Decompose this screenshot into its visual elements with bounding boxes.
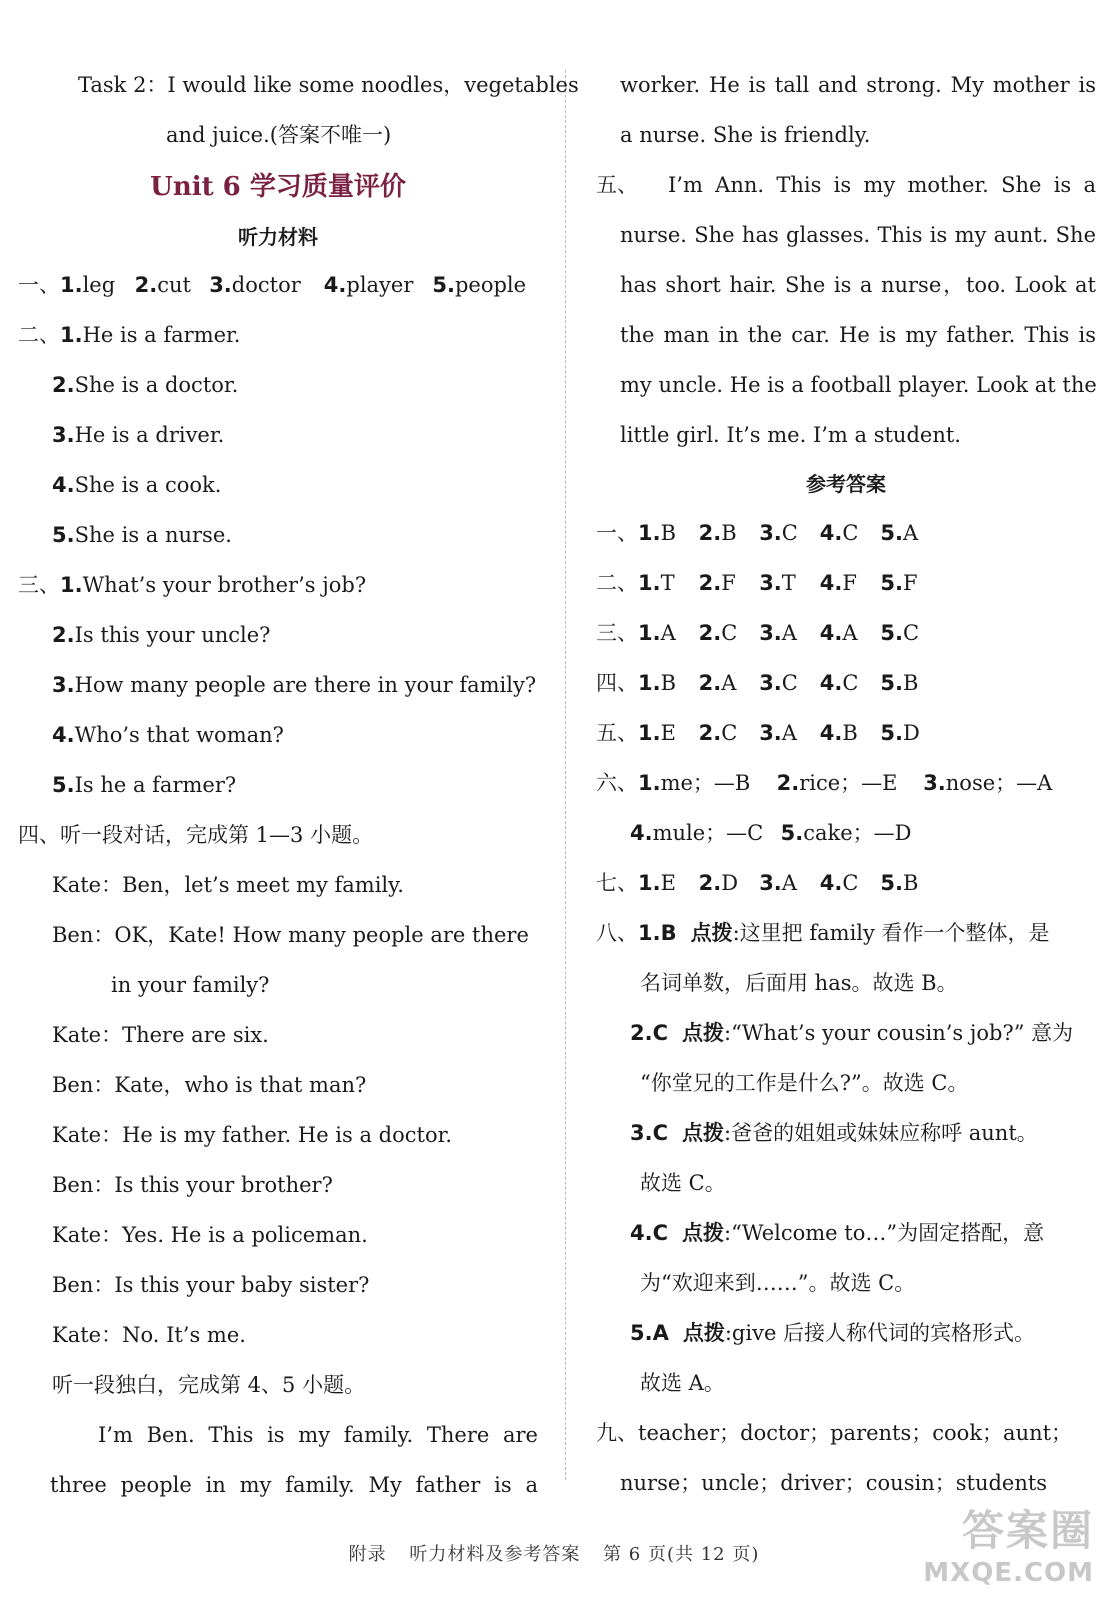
listening-section-5-line: my uncle. He is a football player. Look at the xyxy=(620,373,1097,397)
answer-9-line-1: 九、teacher；doctor；parents；cook；aunt； xyxy=(596,1421,1073,1445)
answers-heading: 参考答案 xyxy=(806,472,886,496)
answer-8-item-5: 5.A 点拨:give 后接人称代词的宾格形式。 xyxy=(630,1321,1036,1345)
listening-section-4-intro: 四、听一段对话，完成第 1—3 小题。 xyxy=(18,823,374,847)
dialogue-line: Kate：Ben，let’s meet my family. xyxy=(52,873,404,897)
listening-section-3-line-3: 3.How many people are there in your family? xyxy=(52,673,537,697)
answer-row-1: 一、1.B 2.B 3.C 4.C 5.A xyxy=(596,521,919,545)
monologue-line-3: worker. He is tall and strong. My mother is xyxy=(620,73,1096,97)
listening-section-5-line: nurse. She has glasses. This is my aunt. She xyxy=(620,223,1096,247)
answer-8-item-4: 4.C 点拨:“Welcome to…”为固定搭配，意 xyxy=(630,1221,1045,1245)
listening-section-2-line-1: 二、1.He is a farmer. xyxy=(18,323,241,347)
listening-section-3-line-4: 4.Who’s that woman? xyxy=(52,723,284,747)
listening-section-2-line-5: 5.She is a nurse. xyxy=(52,523,232,547)
listening-section-3-line-5: 5.Is he a farmer? xyxy=(52,773,237,797)
task2-line-1: Task 2：I would like some noodles，vegetables xyxy=(78,73,579,97)
listening-section-1: 一、1.leg 2.cut 3.doctor 4.player 5.people xyxy=(18,273,527,297)
listening-section-2-line-2: 2.She is a doctor. xyxy=(52,373,239,397)
answer-9-line-2: nurse；uncle；driver；cousin；students xyxy=(620,1471,1048,1495)
dialogue-line: Ben：Is this your baby sister? xyxy=(52,1273,370,1297)
dialogue-line: Ben：OK，Kate! How many people are there xyxy=(52,923,529,947)
left-column xyxy=(18,60,579,1510)
watermark xyxy=(923,1498,1094,1588)
dialogue-line: Ben：Is this your brother? xyxy=(52,1173,333,1197)
listening-section-5-line: the man in the car. He is my father. This is xyxy=(620,323,1096,347)
answer-8-item-1: 八、1.B 点拨:这里把 family 看作一个整体，是 xyxy=(596,921,1050,945)
column-divider xyxy=(565,70,566,1480)
answer-8-item-1-cont: 名词单数，后面用 has。故选 B。 xyxy=(640,971,958,995)
monologue-line-1: I’m Ben. This is my family. There are xyxy=(98,1423,538,1447)
watermark-bottom: MXQE.COM xyxy=(923,1558,1094,1588)
listening-section-5-line: little girl. It’s me. I’m a student. xyxy=(620,423,961,447)
listening-section-2-line-4: 4.She is a cook. xyxy=(52,473,222,497)
answer-row-3: 三、1.A 2.C 3.A 4.A 5.C xyxy=(596,621,920,645)
footer-subtitle: 听力材料及参考答案 xyxy=(409,1544,581,1565)
dialogue-line: in your family? xyxy=(111,973,270,997)
listening-section-3-line-1: 三、1.What’s your brother’s job? xyxy=(18,573,367,597)
watermark-top: 答案圈 xyxy=(961,1506,1094,1555)
listening-section-3-line-2: 2.Is this your uncle? xyxy=(52,623,271,647)
listening-heading: 听力材料 xyxy=(238,225,318,249)
answer-row-6-line-1: 六、1.me；—B 2.rice；—E 3.nose；—A xyxy=(596,771,1053,795)
answer-8-item-3: 3.C 点拨:爸爸的姐姐或妹妹应称呼 aunt。 xyxy=(630,1121,1038,1145)
listening-section-2-line-3: 3.He is a driver. xyxy=(52,423,225,447)
answer-row-4: 四、1.B 2.A 3.C 4.C 5.B xyxy=(596,671,919,695)
task2-line-2: and juice.(答案不唯一) xyxy=(166,123,392,147)
answer-row-2: 二、1.T 2.F 3.T 4.F 5.F xyxy=(596,571,918,595)
unit-title: Unit 6 学习质量评价 xyxy=(150,172,406,202)
dialogue-line: Kate：No. It’s me. xyxy=(52,1323,246,1347)
monologue-intro: 听一段独白，完成第 4、5 小题。 xyxy=(52,1373,366,1397)
dialogue-line: Kate：He is my father. He is a doctor. xyxy=(52,1123,452,1147)
answer-8-item-3-cont: 故选 C。 xyxy=(640,1171,726,1195)
answer-row-7: 七、1.E 2.D 3.A 4.C 5.B xyxy=(596,871,919,895)
answer-row-5: 五、1.E 2.C 3.A 4.B 5.D xyxy=(596,721,920,745)
listening-section-5-line: has short hair. She is a nurse，too. Look at xyxy=(620,273,1096,297)
footer-section: 附录 xyxy=(348,1544,387,1565)
monologue-line-2: three people in my family. My father is a xyxy=(50,1473,538,1497)
answer-8-item-2: 2.C 点拨:“What’s your cousin’s job?” 意为 xyxy=(630,1021,1074,1045)
answer-8-item-2-cont: “你堂兄的工作是什么?”。故选 C。 xyxy=(640,1071,969,1095)
answer-8-item-5-cont: 故选 A。 xyxy=(640,1371,725,1395)
monologue-line-4: a nurse. She is friendly. xyxy=(620,123,871,147)
right-column xyxy=(596,60,1096,1508)
footer-page-number: 第 6 页(共 12 页) xyxy=(603,1544,760,1565)
dialogue-line: Ben：Kate，who is that man? xyxy=(52,1073,367,1097)
dialogue-line: Kate：Yes. He is a policeman. xyxy=(52,1223,368,1247)
dialogue-line: Kate：There are six. xyxy=(52,1023,269,1047)
answer-row-6-line-2: 4.mule；—C 5.cake；—D xyxy=(630,821,912,845)
answer-8-item-4-cont: 为“欢迎来到……”。故选 C。 xyxy=(640,1271,916,1295)
listening-section-5-line-1: 五、 I’m Ann. This is my mother. She is a xyxy=(596,173,1096,197)
